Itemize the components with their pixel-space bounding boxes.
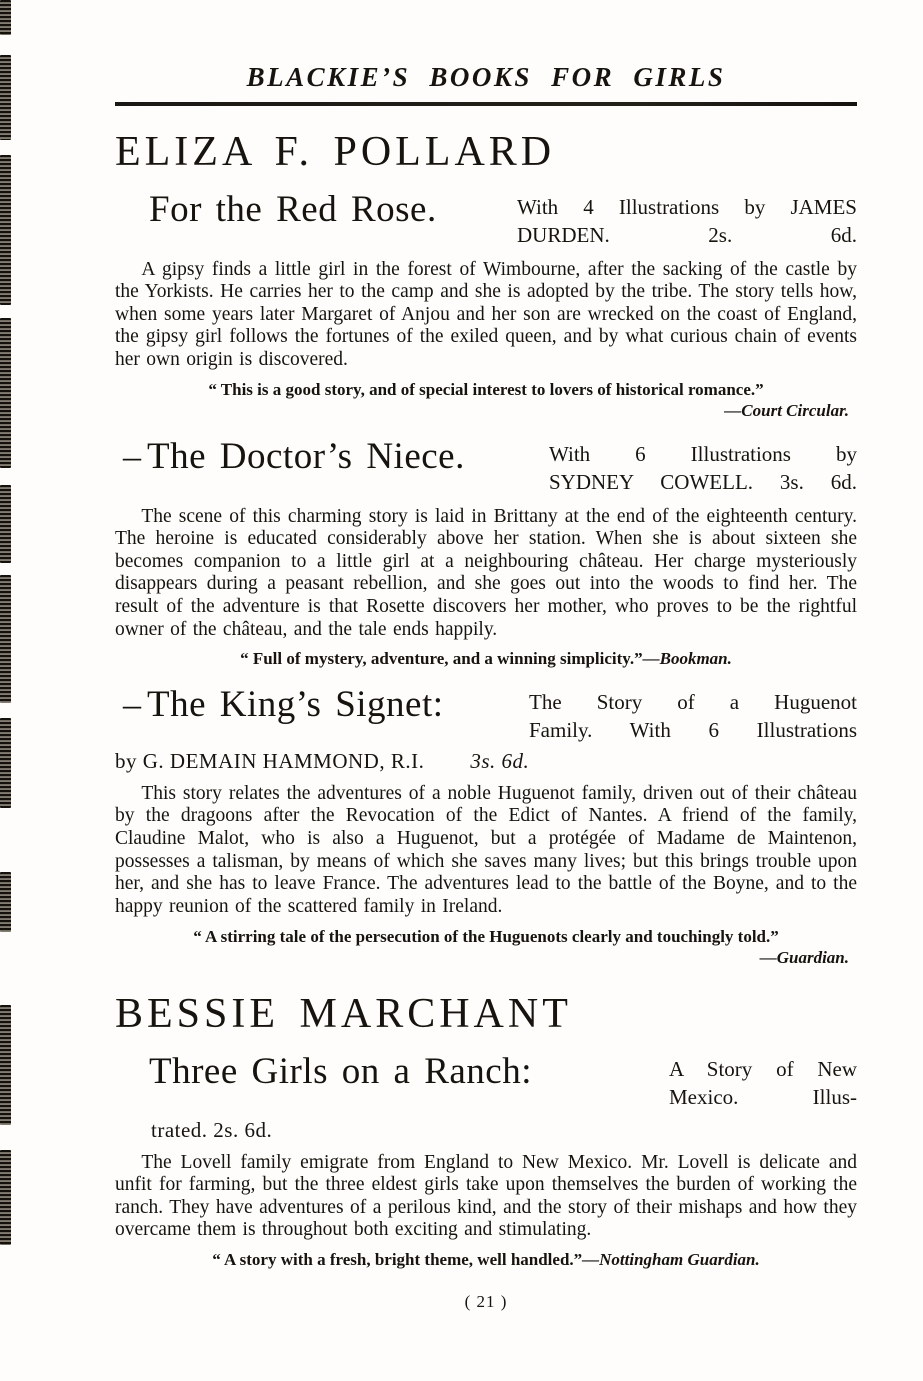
page-number: ( 21 ): [464, 1292, 508, 1312]
quote-text-span: “ A story with a fresh, bright theme, well handled.”: [212, 1249, 583, 1269]
author-heading: BESSIE MARCHANT: [115, 991, 572, 1038]
quote-text: [115, 1249, 857, 1270]
book-head: [115, 685, 857, 744]
info-line: A Story of New: [669, 1057, 857, 1082]
byline-author: by G. DEMAIN HAMMOND, R.I.: [115, 748, 425, 773]
section-bessie-marchant: [115, 992, 857, 1270]
info-line: Mexico. Illus-: [669, 1084, 857, 1109]
quote-attribution: —Nottingham Guardian.: [582, 1249, 760, 1269]
page-content: [115, 0, 857, 1312]
book-head: [115, 1052, 857, 1111]
info-line: Family. With 6 Illustrations: [529, 718, 857, 743]
info-line: SYDNEY COWELL. 3s. 6d.: [549, 469, 857, 494]
quote-attribution: —Bookman.: [642, 649, 732, 669]
book-for-the-red-rose: [115, 190, 857, 421]
book-title: Three Girls on a Ranch:: [149, 1051, 532, 1093]
binding-texture: [0, 0, 14, 1381]
book-head: [115, 190, 857, 249]
quote-text: “ This is a good story, and of special interest to lovers of historical romance.”: [208, 379, 764, 399]
info-line: The Story of a Huguenot: [529, 690, 857, 715]
quote-text-span: “ Full of mystery, adventure, and a winning simplicity.”: [240, 649, 643, 669]
book-head: [115, 437, 857, 496]
header-rule: [115, 102, 857, 106]
title-wrap: [115, 190, 437, 231]
quote-attribution: —Guardian.: [759, 947, 849, 967]
title-wrap: [115, 437, 465, 478]
book-title: The King’s Signet:: [147, 684, 444, 726]
quote-attribution: —Court Circular.: [724, 400, 849, 420]
book-description: A gipsy finds a little girl in the forest of Wimbourne, after the sacking of the castle by the Yorkists. He carries her to the camp and she is adopted by the tribe. The story tells how, when some years later Margaret of Anjou and her son are wrecked on the coast of England, the gipsy girl follows the fortunes of the exiled queen, and by what curious chain of events her own origin is discovered.: [115, 258, 857, 370]
book-title: For the Red Rose.: [149, 189, 437, 231]
author-heading: ELIZA F. POLLARD: [115, 129, 556, 175]
review-quote: [115, 648, 857, 669]
book-info: [669, 1052, 857, 1111]
info-line: DURDEN. 2s. 6d.: [517, 222, 857, 247]
byline-row: [115, 749, 857, 774]
info-line: With 6 Illustrations by: [549, 442, 857, 467]
review-quote: [115, 379, 857, 422]
book-the-doctors-niece: [115, 437, 857, 669]
title-dash: –: [123, 436, 141, 477]
book-the-kings-signet: [115, 685, 857, 968]
info-line: With 4 Illustrations by JAMES: [517, 195, 857, 220]
quote-text: [115, 648, 857, 669]
byline-price: 3s. 6d.: [470, 748, 530, 773]
review-quote: [115, 926, 857, 969]
page-header: BLACKIE’S BOOKS FOR GIRLS: [246, 62, 726, 92]
title-continuation: trated. 2s. 6d.: [151, 1117, 273, 1142]
book-three-girls-on-a-ranch: [115, 1052, 857, 1270]
title-wrap: [115, 685, 444, 726]
title-wrap: [115, 1052, 532, 1093]
book-title: The Doctor’s Niece.: [147, 436, 465, 478]
book-info: [517, 190, 857, 249]
book-description: The Lovell family emigrate from England to New Mexico. Mr. Lovell is delicate and unfit for farming, but the three eldest girls take upon themselves the burden of working the ranch. They have adventures of a perilous kind, and the story of their mishaps and how they overcame them is throughout both exciting and stimulating.: [115, 1151, 857, 1241]
book-info: [529, 685, 857, 744]
title-dash: –: [123, 684, 141, 725]
book-description: The scene of this charming story is laid in Brittany at the end of the eighteenth century. The heroine is educated considerably above her station. When she is about sixteen she becomes companion to a little girl at a neighbouring château. Her charge mysteriously disappears during a peasant rebellion, and she goes out into the woods to find her. The result of the adventure is that Rosette discovers her mother, who proves to be the rightful owner of the château, and the tale ends happily.: [115, 505, 857, 640]
quote-text: “ A stirring tale of the persecution of the Huguenots clearly and touchingly told.”: [193, 926, 779, 946]
book-description: This story relates the adventures of a noble Huguenot family, driven out of their château by the dragoons after the Revocation of the Edict of Nantes. A friend of the family, Claudine Malot, who is also a Huguenot, but a protégée of Madame de Maintenon, possesses a talisman, by means of which she saves many lives; but this brings trouble upon her, and she has to leave France. The adventures lead to the battle of the Boyne, and to the happy reunion of the scattered family in Ireland.: [115, 782, 857, 917]
section-eliza-pollard: [115, 130, 857, 968]
review-quote: [115, 1249, 857, 1270]
book-info: [549, 437, 857, 496]
